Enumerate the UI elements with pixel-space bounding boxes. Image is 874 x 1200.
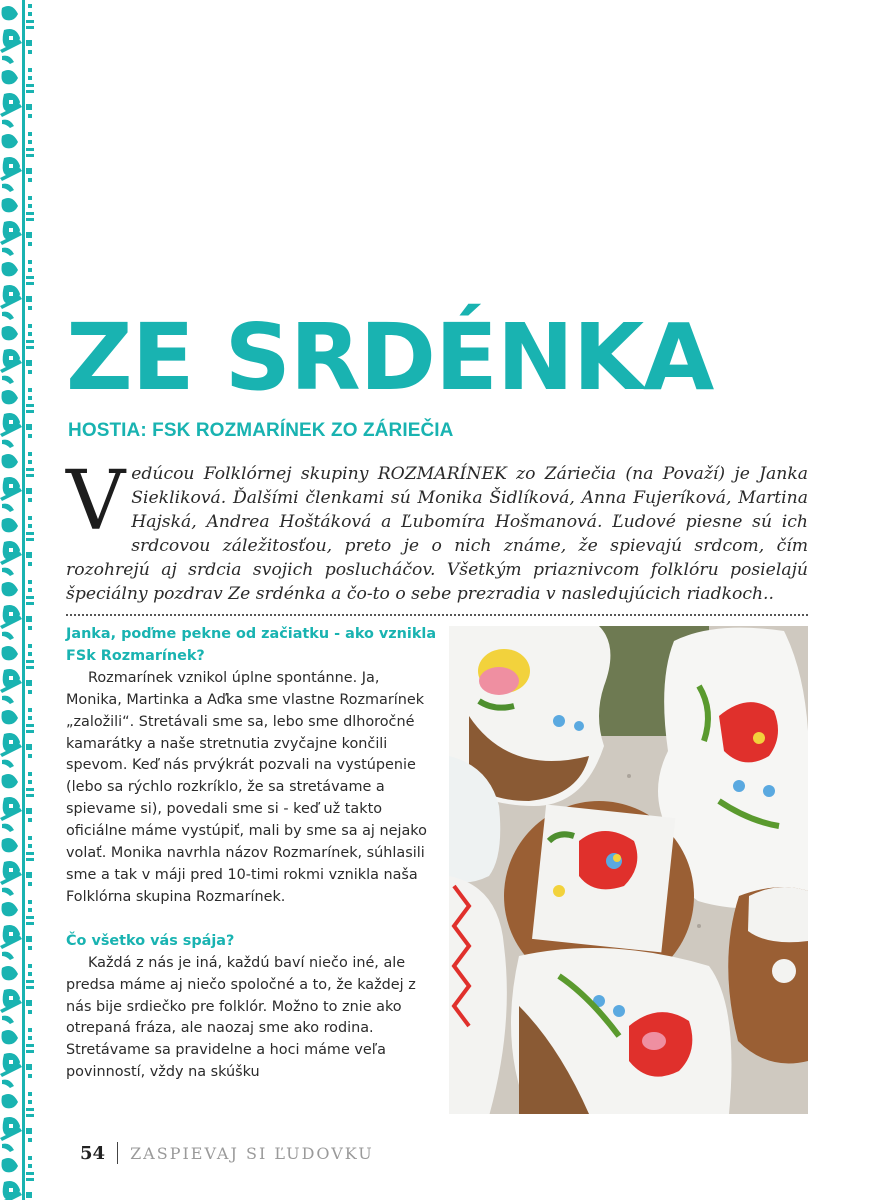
intro-paragraph <box>66 454 808 606</box>
article-body-column <box>66 624 438 1084</box>
section-answer: Každá z nás je iná, každú baví niečo iné, ale predsa máme aj niečo spoločné a to, že každej z nás bije srdiečko pre folklór. Možno to znie ako otrepaná fráza, ale naozaj sme ako rodina. Stretávame sa pravidelne a hoci máme veľa povinností, vždy na skúšku <box>66 954 416 1081</box>
section-question: Čo všetko vás spája? <box>66 932 235 949</box>
article-title: ZE SRDÉNKA <box>66 304 714 411</box>
article-subtitle: HOSTIA: FSK ROZMARÍNEK ZO ZÁRIEČIA <box>68 420 454 441</box>
gingerbread-cookies-image <box>449 626 808 1114</box>
magazine-title: ZASPIEVAJ SI ĽUDOVKU <box>130 1143 374 1163</box>
drop-cap: V <box>66 454 126 549</box>
gingerbread-photo <box>449 626 808 1114</box>
section-question: Janka, poďme pekne od začiatku - ako vznikla FSk Rozmarínek? <box>66 626 437 664</box>
footer-separator <box>117 1142 118 1164</box>
folk-border-decoration <box>0 0 36 1200</box>
section-answer: Rozmarínek vznikol úplne spontánne. Ja, Monika, Martinka a Aďka sme vlastne Rozmarínek „založili“. Stretávali sme sa, lebo sme dlhoročné kamarátky a naše stretnutia zvyčajne končili spevom. Keď nás prvýkrát pozvali na vystúpenie (lebo sa rýchlo rozkríklo, že sa stretávame a spievame si), povedali sme si - keď už takto oficiálne máme vystúpiť, mali by sme sa aj nejako volať. Monika navrhla názov Rozmarínek, súhlasili sme a tak v máji pred 10-timi rokmi vznikla naša Folklórna skupina Rozmarínek. <box>66 669 427 905</box>
dotted-divider <box>66 614 808 616</box>
embroidery-pattern-icon <box>0 0 36 1200</box>
page-footer <box>80 1140 374 1166</box>
intro-text: edúcou Folklórnej skupiny ROZMARÍNEK zo Záriečia (na Považí) je Janka Siekliková. Ďalšími členkami sú Monika Šidlíková, Anna Fujeríková, Martina Hajská, Andrea Hoštáková a Ľubomíra Hošmanová. Ľudové piesne sú ich srdcovou záležitosťou, preto je o nich známe, že spievajú srdcom, čím rozohrejú aj srdcia svojich poslucháčov. Všetkým priaznivcom folklóru posielajú špeciálny pozdrav Ze srdénka a čo-to o sebe prezradia v nasledujúcich riadkoch.. <box>66 464 808 604</box>
page-number: 54 <box>80 1142 106 1164</box>
